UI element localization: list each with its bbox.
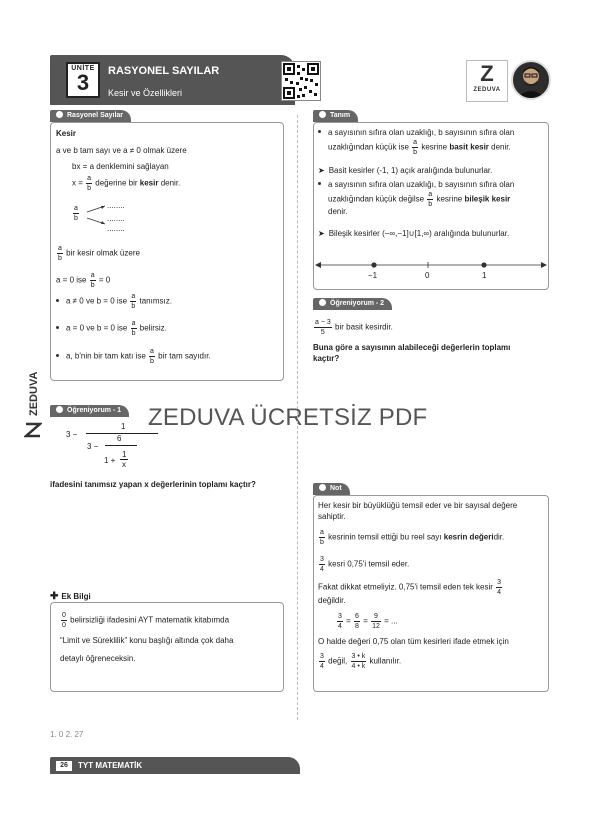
number-line-zero: 0 [425, 271, 430, 280]
not-tag-label: Not [330, 485, 342, 492]
not-l7: O halde değeri 0,75 olan tüm kesirleri ifade etmek için [318, 637, 509, 646]
bullet-icon [56, 354, 59, 357]
arrow-right-icon: ➤ [318, 166, 325, 175]
ekbilgi-line2: “Limit ve Süreklilik” konu başlığı altında çok daha [60, 636, 234, 645]
number-line-minus-one: −1 [368, 271, 378, 280]
answer-key: 1. 0 2. 27 [50, 730, 84, 739]
speaker-icon [319, 299, 326, 306]
rule-integer: a, b'nin bir tam katı ise $\frac{a}{b}$ bir tam sayıdır. [56, 347, 211, 366]
z-logo-icon: Z [480, 61, 494, 86]
footer-subject: TYT MATEMATİK [78, 761, 143, 770]
ekbilgi-tag [50, 591, 91, 602]
not-l2: sahiptir. [318, 512, 346, 521]
bullet-icon [56, 299, 59, 302]
numerator-dots: ........ [107, 201, 125, 210]
not-l3: $\frac{a}{b}$ kesrinin temsil ettiği bu reel sayı kesrin değeridir. [320, 529, 505, 546]
page-number: 26 [56, 761, 72, 771]
bullet-icon [56, 111, 63, 118]
expr-outer-three: 3 − [66, 430, 78, 439]
side-brand-logo [24, 368, 42, 438]
tanim-p4: ➤ Bileşik kesirler (−∞,−1]∪[1,∞) aralığında bulunurlar. [318, 229, 510, 238]
bullet-icon [56, 326, 59, 329]
not-l8: $\frac{3}{4}$ değil, $\frac{3 • k}{4 • k}$ kullanılır. [320, 653, 402, 670]
fraction-a-over-b: $\frac{a}{b}$ [87, 175, 92, 192]
not-l1: Her kesir bir büyüklüğü temsil eder ve bir sayısal değere [318, 501, 518, 510]
number-line-one: 1 [482, 271, 487, 280]
logo-wordmark: ZEDUVA [473, 87, 501, 93]
tanim-p1a: a sayısının sıfıra olan uzaklığı, b sayısının sıfıra olan [318, 128, 514, 137]
tanim-p3b: uzaklığından küçük değilse $\frac{a}{b}$ kesrine bileşik kesir [328, 191, 511, 208]
rasyonel-tag [50, 110, 131, 122]
expr-inner-numerator: 1 [122, 450, 127, 459]
qr-code-icon[interactable] [281, 61, 321, 101]
rasyonel-cond: $\frac{a}{b}$ bir kesir olmak üzere [58, 245, 140, 262]
expr-inner-one-plus: 1 + [104, 456, 116, 465]
arrow-right-icon: ➤ [318, 229, 325, 238]
ogreniyorum2-q1: Buna göre a sayısının alabileceği değerlerin toplamı [313, 343, 511, 352]
tanim-tag [313, 110, 358, 122]
ogreniyorum2-tag-label: Öğreniyorum - 2 [330, 300, 385, 307]
kesir-heading: Kesir [56, 129, 77, 138]
not-l5: Fakat dikkat etmeliyiz. 0,75'i temsil eden tek kesir $\frac{3}{4}$ [318, 579, 502, 596]
column-divider [297, 115, 298, 720]
fraction-bar-dots: ........ [107, 224, 125, 233]
tanim-tag-label: Tanım [330, 112, 351, 119]
ogreniyorum2-tag [313, 298, 392, 310]
rasyonel-line2: bx = a denklemini sağlayan [72, 162, 169, 171]
chapter-title: RASYONEL SAYILAR [108, 65, 220, 77]
unit-badge [66, 62, 100, 98]
ekbilgi-line3: detaylı öğreneceksin. [60, 654, 136, 663]
expr-mid-bar [105, 445, 137, 446]
chat-bubble-icon [319, 111, 326, 118]
rule-indeterminate: a = 0 ve b = 0 ise $\frac{a}{b}$ belirsiz. [56, 319, 167, 338]
point-minus-one [371, 262, 376, 267]
not-tag [313, 483, 350, 495]
ekbilgi-tag-label: Ek Bilgi [61, 592, 91, 601]
speaker-icon [56, 406, 63, 413]
watermark: ZEDUVA ÜCRETSİZ PDF [148, 404, 428, 431]
denominator-dots: ........ [107, 214, 125, 223]
tanim-p3a: a sayısının sıfıra olan uzaklığı, b sayısının sıfıra olan [318, 180, 514, 189]
author-avatar [511, 60, 551, 100]
not-equivalence: $\frac{3}{4}$ = $\frac{6}{8}$ = $\frac{9}{12}$ = ... [338, 613, 398, 630]
zeduva-logo [466, 60, 508, 102]
fraction-diagram: $\frac{a}{b}$ [74, 205, 78, 222]
expr-outer-numerator: 1 [121, 422, 126, 431]
rasyonel-line1: a ve b tam sayı ve a ≠ 0 olmak üzere [56, 146, 187, 155]
ogreniyorum1-question: ifadesini tanımsız yapan x değerlerinin toplamı kaçtır? [50, 480, 256, 489]
svg-text:ZEDUVA: ZEDUVA [28, 371, 40, 416]
fraction-arrows-icon [86, 202, 108, 228]
ogreniyorum2-statement: $\frac{a - 3}{5}$ bir basit kesirdir. [315, 319, 393, 336]
ekbilgi-line1: $\frac{0}{0}$ belirsizliği ifadesini AYT matematik kitabımda [62, 612, 230, 629]
expr-inner-x: x [122, 460, 126, 469]
info-icon [319, 484, 326, 491]
ogreniyorum1-tag [50, 405, 129, 417]
tanim-p1b: uzaklığından küçük ise $\frac{a}{b}$ kesrine basit kesir denir. [328, 139, 511, 156]
chapter-subtitle: Kesir ve Özellikleri [108, 88, 183, 98]
expr-outer-bar [86, 433, 158, 434]
expr-mid-numerator: 6 [117, 434, 122, 443]
tanim-p3c: denir. [328, 207, 348, 216]
plus-icon: ✚ [50, 591, 59, 602]
not-l4: $\frac{3}{4}$ kesri 0,75'i temsil eder. [320, 556, 410, 573]
not-l6: değildir. [318, 596, 346, 605]
rasyonel-line3: x = $\frac{a}{b}$ değerine bir kesir denir. [72, 175, 181, 192]
expr-mid-three: 3 − [87, 442, 99, 451]
bullet-icon [318, 182, 321, 185]
bullet-icon [318, 130, 321, 133]
point-one [481, 262, 486, 267]
rasyonel-tag-label: Rasyonel Sayılar [67, 112, 124, 119]
rule-zero-numerator: a = 0 ise $\frac{a}{b}$ = 0 [56, 272, 111, 289]
unit-number: 3 [76, 70, 90, 95]
tanim-p2: ➤ Basit kesirler (-1, 1) açık aralığında bulunurlar. [318, 166, 493, 175]
rule-undefined: a ≠ 0 ve b = 0 ise $\frac{a}{b}$ tanımsız. [56, 292, 172, 311]
ogreniyorum1-tag-label: Öğreniyorum - 1 [67, 407, 122, 414]
ogreniyorum2-q2: kaçtır? [313, 354, 340, 363]
unit-word: ÜNİTE [71, 65, 95, 72]
number-line [315, 256, 547, 282]
